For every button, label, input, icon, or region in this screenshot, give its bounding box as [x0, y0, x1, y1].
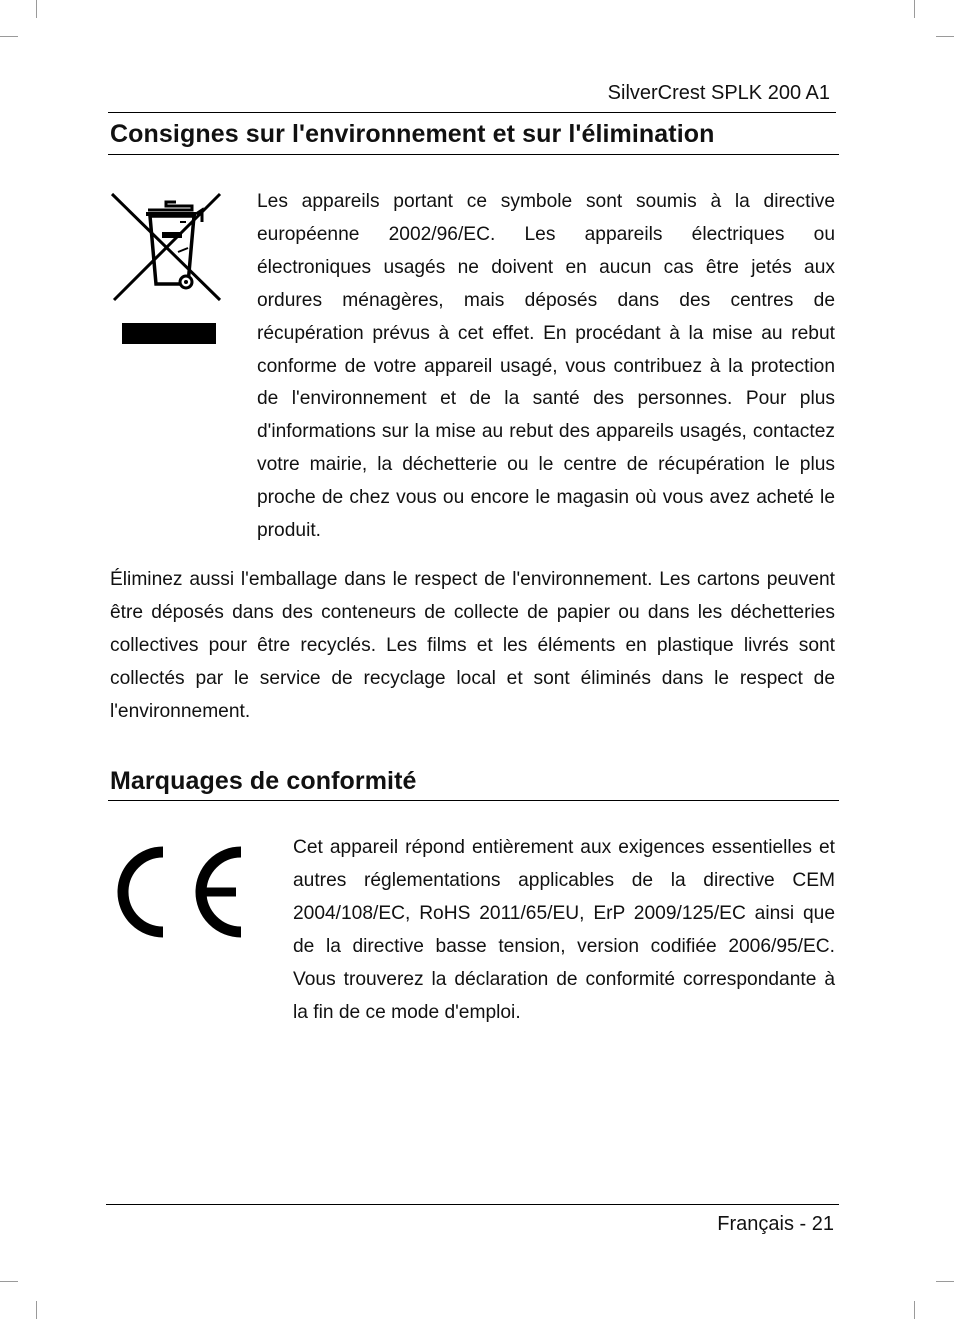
footer-rule: [106, 1204, 839, 1205]
crop-mark: [914, 0, 915, 18]
header-rule: [108, 112, 836, 113]
packaging-paragraph: Éliminez aussi l'emballage dans le respect de l'environnement. Les cartons peuvent être déposés dans des conteneurs de collecte de papier ou dans les déchetteries collectives pour être recyclés. Les films et les éléments en plastique livrés sont collectés par le service de recyclage local et sont éliminés dans le respect de l'environnement.: [110, 569, 835, 722]
crop-mark: [936, 1281, 954, 1282]
section-title-environment: Consignes sur l'environnement et sur l'élimination: [110, 120, 715, 148]
section-title-conformity: Marquages de conformité: [110, 767, 417, 795]
crossed-out-wheelie-bin-icon: [110, 192, 228, 346]
ce-mark-icon: [110, 842, 250, 942]
crop-mark: [914, 1301, 915, 1319]
section-rule: [108, 800, 839, 801]
header-product-name: SilverCrest SPLK 200 A1: [607, 82, 830, 104]
weee-paragraph: Les appareils portant ce symbole sont soumis à la directive européenne 2002/96/EC. Les appareils électriques ou électroniques usagés ne doivent en aucun cas être jetés aux ordures ménagères, mais déposés dans des centres de récupération prévus à cet effet. En procédant à la mise au rebut conforme de votre appareil usagé, vous contribuez à la protection de l'environnement et de la santé des personnes. Pour plus d'informations sur la mise au rebut des appareils usagés, contactez votre mairie, la déchetterie ou le centre de récupération le plus proche de chez vous ou encore le magasin où vous avez acheté le produit.: [257, 191, 835, 542]
ce-paragraph: Cet appareil répond entièrement aux exigences essentielles et autres réglementations applicables de la directive CEM 2004/108/EC, RoHS 2011/65/EU, ErP 2009/125/EC ainsi que de la directive basse tension, version codifiée 2006/95/EC. Vous trouverez la déclaration de conformité correspondante à la fin de ce mode d'emploi.: [293, 837, 835, 1023]
crop-mark: [36, 1301, 37, 1319]
crop-mark: [0, 1281, 18, 1282]
crop-mark: [936, 36, 954, 37]
page-number: Français - 21: [717, 1213, 834, 1235]
crop-mark: [36, 0, 37, 18]
crop-mark: [0, 36, 18, 37]
section-rule: [108, 154, 839, 155]
